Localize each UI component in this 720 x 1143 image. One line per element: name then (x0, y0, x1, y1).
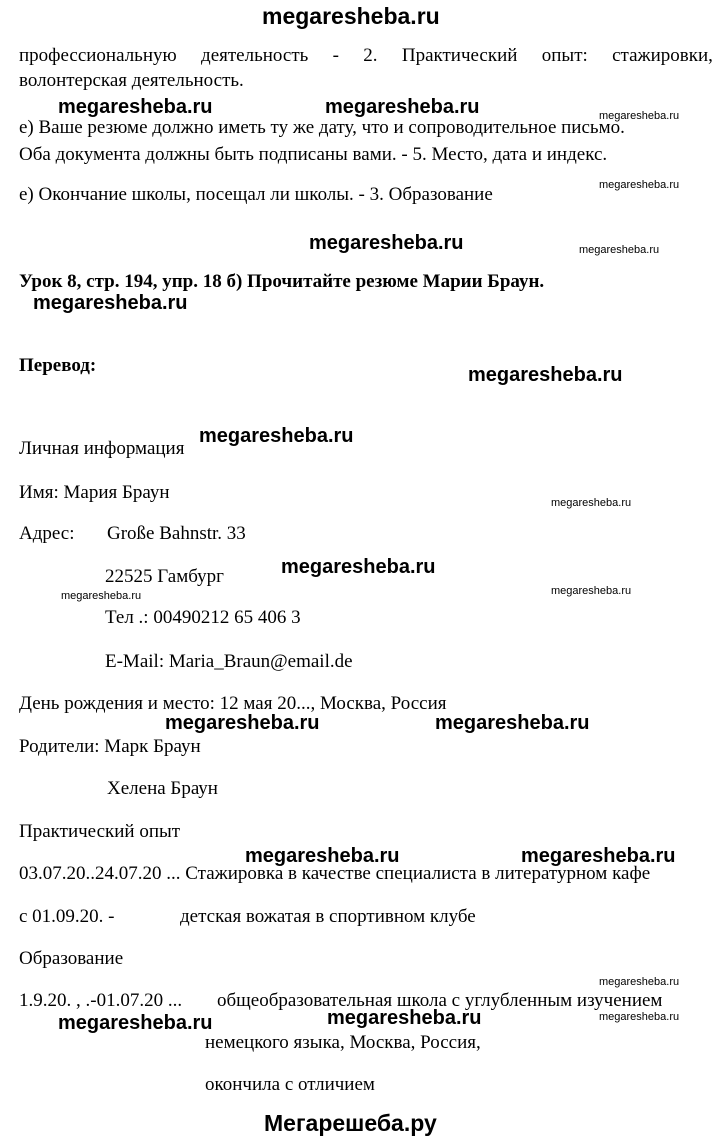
watermark-small: megaresheba.ru (551, 497, 632, 509)
watermark-big: megaresheba.ru (327, 1007, 482, 1029)
watermark-small: megaresheba.ru (599, 110, 680, 122)
address-street: Große Bahnstr. 33 (107, 523, 246, 544)
translation-label: Перевод: (19, 355, 97, 376)
watermark-big: megaresheba.ru (309, 232, 464, 254)
watermark-big: megaresheba.ru (468, 364, 623, 386)
watermark-small: megaresheba.ru (599, 1011, 680, 1023)
education-text-3: окончила с отличием (205, 1074, 375, 1095)
watermark-big: megaresheba.ru (325, 96, 480, 118)
experience-item-2-text: детская вожатая в спортивном клубе (180, 906, 476, 927)
experience-heading: Практический опыт (19, 821, 181, 842)
header-watermark: megaresheba.ru (262, 3, 440, 29)
para-e2: е) Окончание школы, посещал ли школы. - 3. Образование (19, 184, 493, 205)
phone-line: Тел .: 00490212 65 406 3 (105, 607, 301, 628)
name-line: Имя: Мария Браун (19, 482, 170, 503)
lesson-heading: Урок 8, стр. 194, упр. 18 б) Прочитайте резюме Марии Браун. (19, 271, 545, 292)
watermark-big: megaresheba.ru (281, 556, 436, 578)
intro-word: деятельность (201, 45, 309, 66)
education-text-2: немецкого языка, Москва, Россия, (205, 1032, 481, 1053)
para-e1-line-1: е) Ваше резюме должно иметь ту же дату, что и сопроводительное письмо. (19, 117, 625, 138)
para-e1-line-2: Оба документа должны быть подписаны вами. - 5. Место, дата и индекс. (19, 144, 608, 165)
watermark-big: megaresheba.ru (58, 96, 213, 118)
watermark-big: megaresheba.ru (435, 712, 590, 734)
watermark-small: megaresheba.ru (599, 179, 680, 191)
intro-word: профессиональную (19, 45, 177, 66)
intro-word: стажировки, (612, 45, 713, 66)
watermark-big: megaresheba.ru (245, 845, 400, 867)
watermark-big: megaresheba.ru (199, 425, 354, 447)
intro-line-2: волонтерская деятельность. (19, 70, 244, 91)
watermark-small: megaresheba.ru (61, 590, 142, 602)
intro-word: - (332, 45, 339, 66)
personal-info-heading: Личная информация (19, 438, 185, 459)
experience-item-2-date: с 01.09.20. - (19, 906, 115, 927)
intro-line-1 (19, 44, 713, 68)
watermark-big: megaresheba.ru (33, 292, 188, 314)
intro-word: 2. (363, 45, 378, 66)
watermark-small: megaresheba.ru (599, 976, 680, 988)
parents-line: Родители: Марк Браун (19, 736, 201, 757)
intro-word: Практический (401, 45, 518, 66)
watermark-big: megaresheba.ru (58, 1012, 213, 1034)
watermark-big: megaresheba.ru (521, 845, 676, 867)
education-text-1: общеобразовательная школа с углубленным изучением (217, 990, 663, 1011)
education-date: 1.9.20. , .-01.07.20 ... (19, 990, 183, 1011)
footer-watermark: Мегарешеба.ру (264, 1110, 437, 1136)
parent2-line: Хелена Браун (107, 778, 218, 799)
address-label: Адрес: (19, 523, 75, 544)
address-city: 22525 Гамбург (105, 566, 224, 587)
email-line: E-Mail: Maria_Braun@email.de (105, 651, 353, 672)
watermark-big: megaresheba.ru (165, 712, 320, 734)
intro-word: опыт: (541, 45, 588, 66)
education-heading: Образование (19, 948, 124, 969)
birth-line: День рождения и место: 12 мая 20..., Москва, Россия (19, 693, 447, 714)
watermark-small: megaresheba.ru (579, 244, 660, 256)
watermark-small: megaresheba.ru (551, 585, 632, 597)
experience-item-1: 03.07.20..24.07.20 ... Стажировка в качестве специалиста в литературном кафе (19, 863, 651, 884)
